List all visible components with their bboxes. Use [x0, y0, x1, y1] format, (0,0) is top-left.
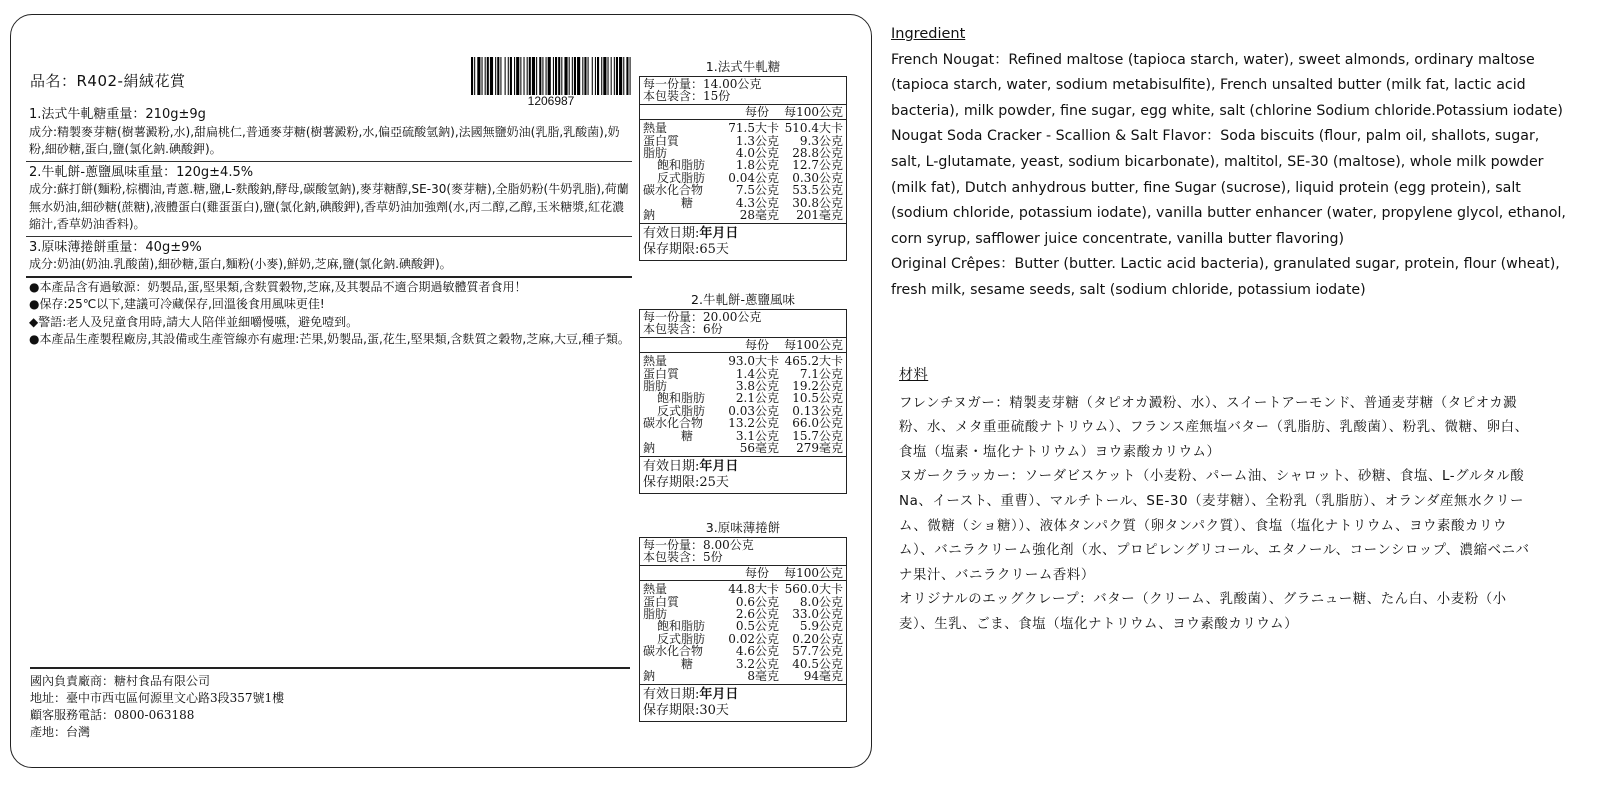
nutrient-name: 反式脂肪 — [657, 631, 706, 646]
barcode-bar — [595, 57, 596, 95]
barcode-bar — [558, 57, 560, 95]
ingredient-jp-paragraph: ヌガークラッカー：ソーダビスケット（小麦粉、パーム油、シャロット、砂糖、食塩、L-グルタル酸Na、イースト、重曹）、マルチトール、SE-30（麦芽糖）、全粉乳（乳脂肪）、オランダ産無水クリーム、微糖（ショ糖））、液体タンパク質（卵タンパク質）、食塩（塩化ナトリウム、ヨウ素酸カリウム）、バニラクリーム強化剤（水、プロピレングリコール、エタノール、コーンシロップ、濃縮ベニバナ果汁、バニラクリーム香料） — [899, 469, 1530, 583]
nutrient-row — [640, 122, 846, 134]
col-per-serving: 每份 — [744, 337, 769, 352]
nutrition-panel-2 — [639, 290, 847, 494]
ingredient-jp-paragraph: フレンチヌガー：精製麦芽糖（タピオカ澱粉、水）、スイートアーモンド、普通麦芽糖（タピオカ澱粉、水、メタ重亜硫酸ナトリウム）、フランス産無塩バター（乳脂肪、乳酸菌）、粉乳、微糖、卵白、食塩（塩素・塩化ナトリウム）ヨウ素酸カリウム） — [899, 395, 1529, 460]
barcode-bar — [510, 57, 512, 95]
ingredient-jp-title: 材料 — [899, 367, 929, 383]
barcode-bar — [614, 57, 615, 95]
barcode-bar — [630, 57, 631, 95]
origin: 產地：台灣 — [30, 725, 91, 739]
per-100g-value: 12.7公克 — [792, 158, 843, 173]
nutrition-panel-3 — [639, 518, 847, 722]
barcode-bar — [548, 57, 551, 95]
servings-per-pack: 本包裝含：15份 — [643, 89, 731, 104]
col-per-serving: 每份 — [744, 565, 769, 580]
section-body: 成分:蘇打餅(麵粉,棕櫚油,青蔥.糖,鹽,L-麩酸鈉,酵母,碳酸氫鈉),麥芽糖醇,SE-30(麥芽糖),全脂奶粉(牛奶乳脂),荷蘭無水奶油,細砂糖(蔗糖),液體蛋白(雞蛋蛋白),鹽(氯化鈉,碘酸鉀),香草奶油加強劑(水,丙二醇,乙醇,玉米糖漿,紅花濃縮汁,香草奶油香料)。 — [29, 182, 629, 231]
ingredient-jp-paragraph: オリジナルのエッグクレープ：バター（クリーム、乳酸菌）、グラニュー糖、たん白、小麦粉（小麦）、生乳、ごま、食塩（塩化ナトリウム、ヨウ素酸カリウム） — [899, 592, 1507, 632]
serving-info — [640, 77, 846, 105]
customer-phone: 顧客服務電話：0800-063188 — [30, 708, 195, 722]
per-serving-value: 93.0大卡 — [728, 354, 779, 369]
serving-size: 每一份量：8.00公克 — [643, 538, 754, 552]
servings-per-pack: 本包裝含：5份 — [643, 550, 723, 565]
per-100g-value: 28.8公克 — [792, 146, 843, 161]
manufacturer-address: 地址：臺中市西屯區何源里文心路3段357號1樓 — [30, 691, 285, 705]
per-serving-value: 7.5公克 — [735, 183, 779, 198]
nutrient-name: 反式脂肪 — [657, 403, 706, 418]
per-100g-value: 0.20公克 — [792, 631, 843, 646]
ingredient-japanese — [899, 363, 1539, 638]
barcode-bar — [495, 57, 496, 95]
barcode-bar — [516, 57, 519, 95]
per-100g-value: 30.8公克 — [792, 195, 843, 210]
per-100g-value: 9.3公克 — [799, 133, 843, 148]
facility-note: ●本產品生產製程廠房,其設備或生產管線亦有處理:芒果,奶製品,蛋,花生,堅果類,含麩質之穀物,芝麻,大豆,種子類。 — [29, 332, 630, 346]
nutrient-name: 鈉 — [643, 208, 656, 223]
serving-size: 每一份量：14.00公克 — [643, 77, 762, 91]
barcode-bar — [592, 57, 593, 95]
nutrient-name: 蛋白質 — [643, 366, 680, 381]
per-serving-value: 0.6公克 — [735, 594, 779, 609]
barcode-bar — [569, 57, 570, 95]
column-headers — [640, 105, 846, 120]
barcode-image — [470, 57, 632, 95]
per-serving-value: 8毫克 — [747, 669, 779, 684]
barcode-bar — [485, 57, 486, 95]
warnings — [26, 278, 632, 349]
nutrient-rows — [640, 581, 846, 685]
caution-note: ◆警語:老人及兒童食用時,請大人陪伴並細嚼慢嚥，避免噎到。 — [29, 314, 359, 329]
barcode-bar — [574, 57, 576, 95]
per-100g-value: 66.0公克 — [792, 416, 843, 431]
nutrient-name: 碳水化合物 — [643, 644, 704, 659]
per-100g-value: 560.0大卡 — [784, 582, 843, 597]
barcode-bar — [555, 57, 557, 95]
section-title: 2.牛軋餅-蔥鹽風味重量：120g±4.5% — [29, 164, 254, 180]
barcode-bar — [514, 57, 515, 95]
barcode-bar — [546, 57, 547, 95]
per-serving-value: 2.6公克 — [735, 607, 779, 622]
col-per-100g: 每100公克 — [784, 565, 843, 580]
nutrient-name: 碳水化合物 — [643, 416, 704, 431]
nutrient-name: 鈉 — [643, 669, 656, 684]
per-100g-value: 15.7公克 — [792, 428, 843, 443]
nutrient-row — [640, 645, 846, 657]
barcode-bar — [497, 57, 499, 95]
barcode-bar — [577, 57, 580, 95]
per-serving-value: 0.02公克 — [728, 631, 779, 646]
nutrient-name: 鈉 — [643, 441, 656, 456]
manufacturer-name: 國內負責廠商：糖村食品有限公司 — [30, 674, 211, 688]
nutrient-name: 糖 — [681, 195, 694, 210]
nutrient-name: 飽和脂肪 — [657, 391, 706, 406]
manufacturer-info — [30, 667, 630, 741]
nutrient-name: 反式脂肪 — [657, 170, 706, 185]
barcode-bar — [508, 57, 509, 95]
column-headers — [640, 338, 846, 353]
barcode-bar — [626, 57, 628, 95]
allergen-warning: ●本產品含有過敏源：奶製品,蛋,堅果類,含麩質穀物,芝麻,及其製品不適合期過敏體質者食用！ — [29, 279, 527, 294]
per-100g-value: 0.13公克 — [792, 403, 843, 418]
per-serving-value: 3.8公克 — [735, 379, 779, 394]
barcode-bar — [553, 57, 554, 95]
section-body: 成分:奶油(奶油.乳酸菌),細砂糖,蛋白,麵粉(小麥),鮮奶,芝麻,鹽(氯化鈉.碘酸鉀)。 — [29, 257, 452, 271]
barcode-bar — [597, 57, 599, 95]
per-serving-value: 13.2公克 — [728, 416, 779, 431]
nutrition-table — [639, 537, 847, 722]
ingredient-paragraph: Nougat Soda Cracker - Scallion & Salt Flavor：Soda biscuits (flour, palm oil, shallots, sugar, salt, L-glutamate, yeast, sodium bicarbonate), maltitol, SE-30 (maltose), whole milk powder (milk fat), Dutch anhydrous butter, fine Sugar (sucrose), liquid protein (egg protein), salt (sodium chloride, potassium iodate), vanilla butter enhancer (water, propylene glycol, ethanol, corn syrup, safflower juice concentrate, vanilla butter flavoring) — [891, 128, 1566, 247]
ingredient-paragraph: Original Crêpes：Butter (butter. Lactic acid bacteria), granulated sugar, protein, flour (wheat), fresh milk, sesame seeds, salt (sodium chloride, potassium iodate) — [891, 256, 1560, 298]
per-100g-value: 19.2公克 — [792, 379, 843, 394]
serving-info — [640, 538, 846, 566]
barcode-bar — [561, 57, 562, 95]
nutrient-row — [640, 670, 846, 682]
nutrient-row — [640, 417, 846, 429]
barcode-bar — [623, 57, 624, 95]
per-serving-value: 44.8大卡 — [728, 582, 779, 597]
barcode-bar — [616, 57, 618, 95]
nutrient-row — [640, 184, 846, 196]
barcode-bar — [603, 57, 606, 95]
per-100g-value: 7.1公克 — [799, 366, 843, 381]
servings-per-pack: 本包裝含：6份 — [643, 322, 723, 337]
section-title: 1.法式牛軋糖重量：210g±9g — [29, 107, 206, 122]
nutrition-table — [639, 309, 847, 494]
shelf-life: 保存期限:30天 — [643, 703, 729, 719]
shelf-life: 保存期限:65天 — [643, 242, 729, 258]
barcode-bar — [542, 57, 543, 95]
barcode-bar — [477, 57, 480, 95]
storage-note: ●保存:25℃以下,建議可冷藏保存,回溫後食用風味更佳! — [29, 297, 325, 311]
per-100g-value: 8.0公克 — [799, 594, 843, 609]
barcode-bar — [529, 57, 531, 95]
nutrient-row — [640, 442, 846, 454]
nutrient-name: 熱量 — [643, 354, 668, 369]
barcode-bar — [588, 57, 589, 95]
per-serving-value: 0.03公克 — [728, 403, 779, 418]
per-100g-value: 94毫克 — [803, 669, 843, 684]
ingredient-paragraph: French Nougat：Refined maltose (tapioca starch, water), sweet almonds, ordinary maltose (tapioca starch, water, sodium metabisulfite), French unsalted butter (milk fat, lactic acid bacteria), milk powder, fine sugar, egg white, salt (chlorine Sodium chloride.Potassium iodate) — [891, 51, 1563, 119]
nutrient-name: 蛋白質 — [643, 133, 680, 148]
per-serving-value: 1.4公克 — [735, 366, 779, 381]
ingredient-english — [891, 22, 1571, 304]
expiry-value: 年月日 — [699, 226, 739, 242]
nutrient-name: 糖 — [681, 656, 694, 671]
expiry-date — [643, 459, 843, 475]
expiry-date — [643, 687, 843, 703]
per-100g-value: 510.4大卡 — [784, 121, 843, 136]
nutrient-name: 蛋白質 — [643, 594, 680, 609]
per-serving-value: 0.04公克 — [728, 170, 779, 185]
column-headers — [640, 566, 846, 581]
expiry-info — [640, 685, 846, 721]
nutrient-row — [640, 583, 846, 595]
nutrition-heading: 3.原味薄捲餅 — [705, 520, 781, 535]
per-serving-value: 4.0公克 — [735, 146, 779, 161]
nutrient-name: 飽和脂肪 — [657, 619, 706, 634]
serving-info — [640, 310, 846, 338]
col-per-100g: 每100公克 — [784, 337, 843, 352]
per-100g-value: 465.2大卡 — [784, 354, 843, 369]
per-serving-value: 28毫克 — [739, 208, 779, 223]
barcode-bar — [524, 57, 525, 95]
col-per-serving: 每份 — [744, 104, 769, 119]
serving-size: 每一份量：20.00公克 — [643, 310, 762, 324]
barcode-number: 1206987 — [527, 94, 575, 108]
barcode-bar — [527, 57, 528, 95]
expiry-date — [643, 226, 843, 242]
nutrient-row — [640, 620, 846, 632]
nutrient-name: 脂肪 — [643, 146, 668, 161]
per-serving-value: 71.5大卡 — [728, 121, 779, 136]
per-100g-value: 201毫克 — [796, 208, 843, 223]
expiry-info — [640, 224, 846, 260]
barcode-bar — [490, 57, 493, 95]
nutrient-name: 糖 — [681, 428, 694, 443]
per-serving-value: 3.2公克 — [735, 656, 779, 671]
ingredient-title: Ingredient — [891, 26, 966, 42]
per-100g-value: 279毫克 — [796, 441, 843, 456]
section-3 — [26, 237, 632, 278]
nutrient-row — [640, 209, 846, 221]
section-title: 3.原味薄捲餅重量：40g±9% — [29, 239, 202, 255]
expiry-value: 年月日 — [699, 687, 739, 703]
nutrient-row — [640, 392, 846, 404]
nutrient-name: 熱量 — [643, 121, 668, 136]
expiry-label: 有效日期: — [643, 687, 700, 703]
per-100g-value: 40.5公克 — [792, 656, 843, 671]
section-1 — [26, 104, 632, 162]
shelf-life: 保存期限:25天 — [643, 475, 729, 491]
product-name: 品名：R402-絹絨花賞 — [30, 72, 186, 90]
expiry-info — [640, 457, 846, 493]
barcode-bar — [582, 57, 583, 95]
nutrient-name: 脂肪 — [643, 607, 668, 622]
nutrient-rows — [640, 353, 846, 457]
expiry-label: 有效日期: — [643, 459, 700, 475]
nutrient-row — [640, 355, 846, 367]
nutrient-name: 熱量 — [643, 582, 668, 597]
per-serving-value: 4.6公克 — [735, 644, 779, 659]
nutrition-heading: 2.牛軋餅-蔥鹽風味 — [691, 292, 795, 307]
nutrient-rows — [640, 120, 846, 224]
per-serving-value: 3.1公克 — [735, 428, 779, 443]
barcode-bar — [500, 57, 501, 95]
per-100g-value: 10.5公克 — [792, 391, 843, 406]
barcode-bar — [564, 57, 567, 95]
barcode-bar — [611, 57, 612, 95]
barcode-bar — [601, 57, 602, 95]
nutrition-table — [639, 76, 847, 261]
per-100g-value: 57.7公克 — [792, 644, 843, 659]
per-serving-value: 2.1公克 — [735, 391, 779, 406]
per-100g-value: 5.9公克 — [799, 619, 843, 634]
barcode-bar — [584, 57, 586, 95]
barcode-bar — [482, 57, 483, 95]
per-serving-value: 1.8公克 — [735, 158, 779, 173]
barcode-bar — [487, 57, 489, 95]
section-body: 成分:精製麥芽糖(樹薯澱粉,水),甜扁桃仁,普通麥芽糖(樹薯澱粉,水,偏亞硫酸氫鈉),法國無鹽奶油(乳脂,乳酸菌),奶粉,細砂糖,蛋白,鹽(氯化鈉.碘酸鉀)。 — [29, 124, 620, 156]
barcode-bar — [471, 57, 473, 95]
section-2 — [26, 162, 632, 237]
barcode-bar — [505, 57, 506, 95]
barcode-bar — [572, 57, 573, 95]
nutrition-panel-1 — [639, 57, 847, 261]
per-serving-value: 56毫克 — [739, 441, 779, 456]
per-serving-value: 0.5公克 — [735, 619, 779, 634]
ingredient-sections — [26, 104, 632, 349]
per-100g-value: 33.0公克 — [792, 607, 843, 622]
barcode-bar — [520, 57, 521, 95]
nutrient-name: 飽和脂肪 — [657, 158, 706, 173]
col-per-100g: 每100公克 — [784, 104, 843, 119]
expiry-label: 有效日期: — [643, 226, 700, 242]
expiry-value: 年月日 — [699, 459, 739, 475]
per-100g-value: 53.5公克 — [792, 183, 843, 198]
barcode-bar — [539, 57, 541, 95]
nutrient-name: 碳水化合物 — [643, 183, 704, 198]
barcode-bar — [536, 57, 537, 95]
barcode-bar — [474, 57, 475, 95]
barcode-bar — [619, 57, 622, 95]
nutrient-name: 脂肪 — [643, 379, 668, 394]
per-100g-value: 0.30公克 — [792, 170, 843, 185]
per-serving-value: 4.3公克 — [735, 195, 779, 210]
per-serving-value: 1.3公克 — [735, 133, 779, 148]
barcode-bar — [608, 57, 609, 95]
nutrition-heading: 1.法式牛軋糖 — [705, 59, 781, 74]
barcode-bar — [532, 57, 535, 95]
nutrient-row — [640, 159, 846, 171]
